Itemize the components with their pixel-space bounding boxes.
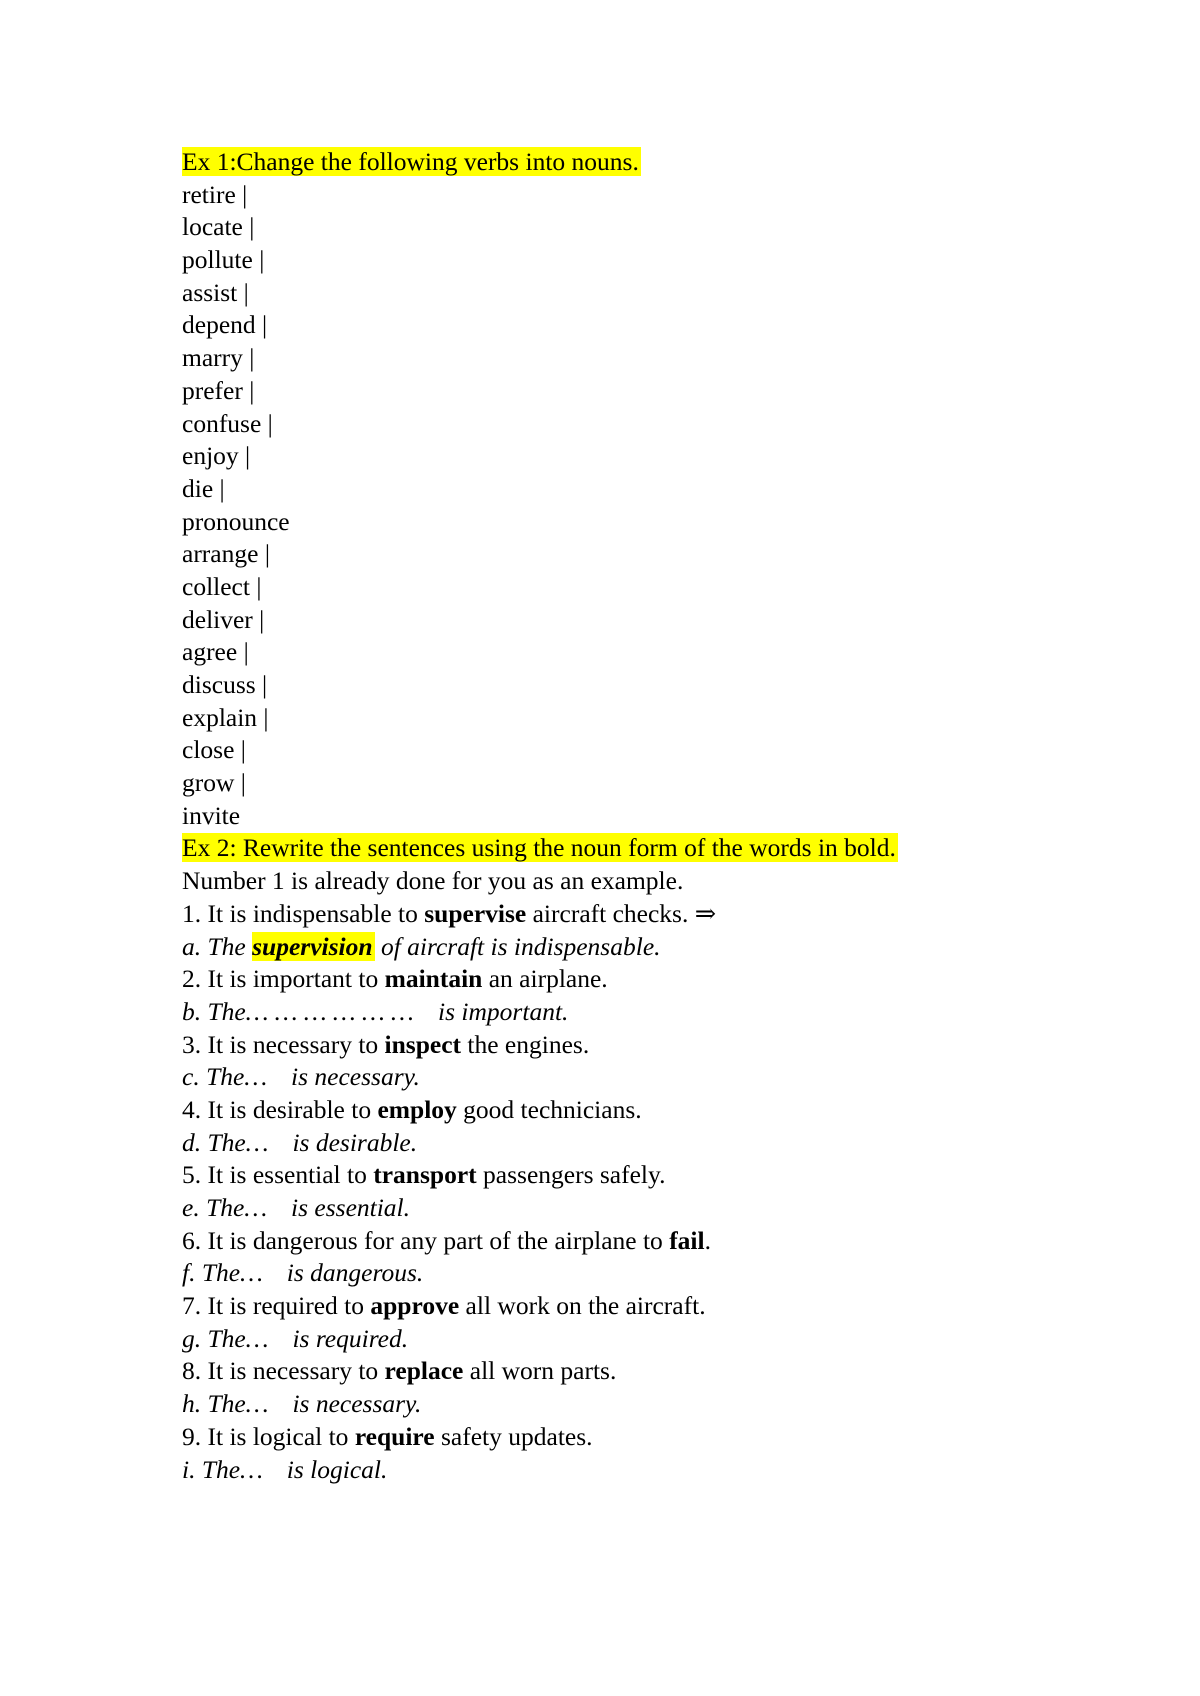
verb-item: confuse |	[182, 408, 273, 438]
verb-item: pronounce	[182, 506, 290, 536]
question-sentence: 5. It is essential to transport passengers safely.	[182, 1160, 666, 1190]
verb-item: discuss |	[182, 670, 268, 699]
verb-item: agree |	[182, 637, 249, 667]
question-sentence: 9. It is logical to require safety updates.	[182, 1421, 593, 1451]
answer-sentence: b. The… … … … … … is important.	[182, 996, 569, 1026]
answer-fill: supervision	[252, 931, 373, 961]
bold-verb: maintain	[384, 964, 483, 994]
verb-item: assist |	[182, 277, 249, 307]
answer-blank: …	[245, 1127, 269, 1157]
ex2-intro: Number 1 is already done for you as an example.	[182, 866, 684, 896]
answer-blank: …	[245, 1323, 269, 1353]
answer-sentence: c. The… is necessary.	[182, 1062, 420, 1092]
verb-item: arrange |	[182, 539, 270, 569]
document-page	[182, 146, 1082, 1486]
answer-blank: …	[240, 1454, 263, 1484]
ex1-title: Ex 1:Change the following verbs into nouns.	[182, 147, 639, 176]
bold-verb: inspect	[384, 1029, 462, 1059]
ex2-title: Ex 2: Rewrite the sentences using the noun form of the words in bold.	[182, 833, 896, 863]
verb-item: prefer |	[182, 375, 255, 405]
bold-verb: supervise	[424, 898, 527, 928]
verb-item: retire |	[182, 179, 248, 209]
question-sentence: 6. It is dangerous for any part of the airplane to fail.	[182, 1225, 711, 1255]
verb-item: close |	[182, 735, 246, 765]
bold-verb: employ	[377, 1094, 457, 1124]
answer-sentence: g. The… is required.	[182, 1323, 409, 1353]
bold-verb: transport	[373, 1160, 477, 1190]
ex1-verb-list	[182, 179, 1082, 833]
answer-blank: … … … … … …	[245, 996, 414, 1026]
answer-sentence: h. The… is necessary.	[182, 1389, 422, 1419]
answer-blank: …	[244, 1062, 268, 1092]
answer-sentence: d. The… is desirable.	[182, 1127, 418, 1157]
verb-item: locate |	[182, 212, 255, 242]
verb-item: explain |	[182, 702, 269, 732]
bold-verb: require	[354, 1421, 435, 1451]
question-sentence: 7. It is required to approve all work on the aircraft.	[182, 1291, 706, 1321]
ex2-heading	[182, 832, 1082, 865]
question-sentence: 3. It is necessary to inspect the engines.	[182, 1029, 590, 1059]
answer-blank: …	[244, 1193, 268, 1222]
verb-item: pollute |	[182, 245, 265, 275]
question-sentence: 2. It is important to maintain an airplane.	[182, 964, 608, 994]
bold-verb: replace	[384, 1356, 464, 1386]
bold-verb: approve	[370, 1291, 460, 1321]
question-sentence: 8. It is necessary to replace all worn parts.	[182, 1356, 617, 1386]
verb-item: grow |	[182, 768, 246, 798]
verb-item: die |	[182, 473, 225, 503]
verb-item: marry |	[182, 343, 255, 373]
verb-item: depend |	[182, 310, 268, 340]
question-sentence: 1. It is indispensable to supervise aircraft checks. ⇒	[182, 898, 717, 928]
answer-sentence: e. The… is essential.	[182, 1193, 411, 1222]
verb-item: deliver |	[182, 604, 265, 634]
question-sentence: 4. It is desirable to employ good technicians.	[182, 1094, 642, 1124]
answer-blank: …	[240, 1258, 263, 1288]
ex2-item-list	[182, 898, 1082, 1486]
verb-item: collect |	[182, 571, 262, 601]
answer-sentence: i. The… is logical.	[182, 1454, 388, 1484]
answer-sentence: a. The supervision of aircraft is indispensable.	[182, 931, 661, 961]
answer-sentence: f. The… is dangerous.	[182, 1258, 424, 1288]
verb-item: enjoy |	[182, 441, 251, 471]
bold-verb: fail	[669, 1225, 705, 1255]
answer-blank: …	[245, 1389, 269, 1419]
ex1-heading	[182, 146, 1082, 179]
verb-item: invite	[182, 800, 241, 830]
